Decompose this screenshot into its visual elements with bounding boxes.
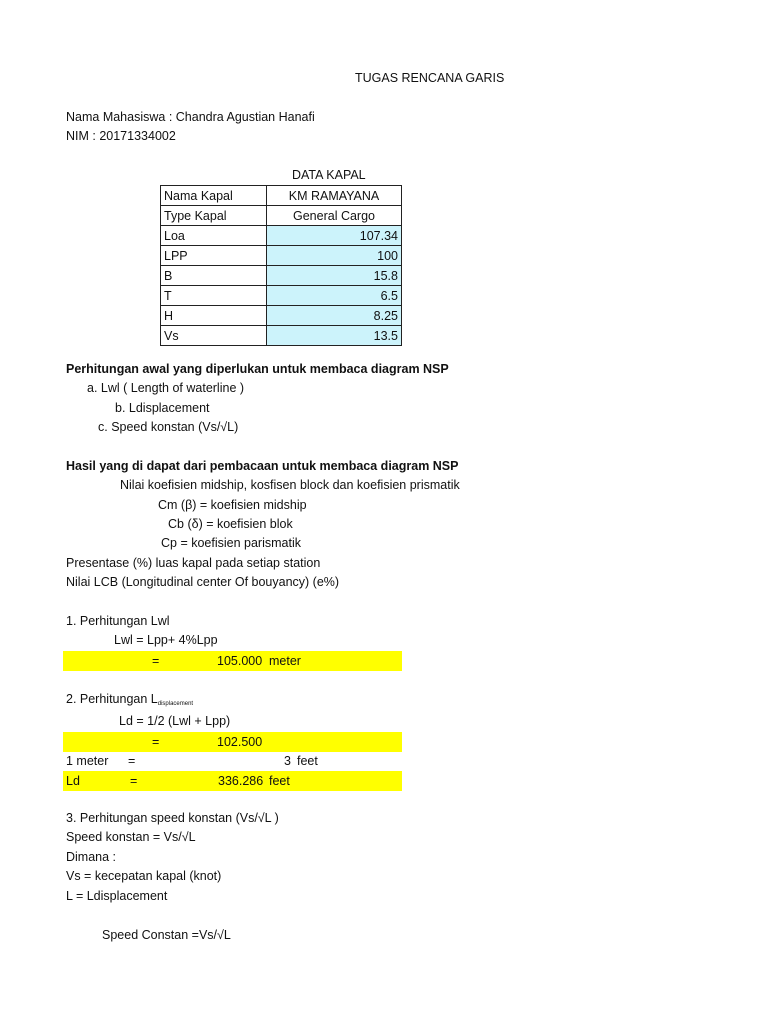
- row-value: 15.8: [267, 266, 402, 286]
- row-value: General Cargo: [267, 206, 402, 226]
- table-row: [161, 246, 402, 266]
- table-row: [161, 326, 402, 346]
- row-label: Type Kapal: [161, 206, 267, 226]
- row-value: 6.5: [267, 286, 402, 306]
- ld-eq: =: [130, 774, 138, 788]
- row-label: Vs: [161, 326, 267, 346]
- student-nim: NIM : 20171334002: [66, 129, 176, 143]
- row-label: LPP: [161, 246, 267, 266]
- speed-line5: Speed Constan =Vs/√L: [102, 928, 231, 942]
- ldisp-result-highlight: [63, 732, 402, 752]
- table-row: [161, 306, 402, 326]
- hasil-cb: Cb (δ) = koefisien blok: [168, 517, 293, 531]
- row-label: H: [161, 306, 267, 326]
- hasil-cm: Cm (β) = koefisien midship: [158, 498, 307, 512]
- ldisp-value: 102.500: [217, 735, 263, 749]
- hasil-presentase: Presentase (%) luas kapal pada setiap station: [66, 556, 321, 570]
- data-kapal-heading: DATA KAPAL: [292, 168, 366, 182]
- page-title: TUGAS RENCANA GARIS: [355, 71, 505, 85]
- row-label: Loa: [161, 226, 267, 246]
- hasil-intro: Nilai koefisien midship, kosfisen block dan koefisien prismatik: [120, 478, 460, 492]
- student-name: Nama Mahasiswa : Chandra Agustian Hanafi: [66, 110, 315, 124]
- ship-data-table: [160, 185, 402, 346]
- lwl-heading: 1. Perhitungan Lwl: [66, 614, 170, 628]
- ldisp-heading-sub: displacement: [157, 701, 194, 707]
- row-label: Nama Kapal: [161, 186, 267, 206]
- table-row: [161, 186, 402, 206]
- meter-label: 1 meter: [66, 754, 109, 768]
- row-value: 8.25: [267, 306, 402, 326]
- table-row: [161, 286, 402, 306]
- lwl-result-highlight: [63, 651, 402, 671]
- row-value: 13.5: [267, 326, 402, 346]
- awal-item-c: c. Speed konstan (Vs/√L): [98, 420, 239, 434]
- table-row: [161, 266, 402, 286]
- hasil-heading: Hasil yang di dapat dari pembacaan untuk membaca diagram NSP: [66, 459, 459, 473]
- meter-eq: =: [128, 754, 136, 768]
- row-label: B: [161, 266, 267, 286]
- feet-value: 3: [284, 754, 291, 768]
- feet-unit: feet: [297, 754, 318, 768]
- lwl-value: 105.000: [217, 654, 263, 668]
- speed-line4: L = Ldisplacement: [66, 889, 168, 903]
- hasil-cp: Cp = koefisien parismatik: [161, 536, 301, 550]
- ld-feet-highlight: [63, 771, 402, 791]
- table-row: [161, 206, 402, 226]
- speed-line1: Speed konstan = Vs/√L: [66, 830, 196, 844]
- speed-line3: Vs = kecepatan kapal (knot): [66, 869, 222, 883]
- hasil-lcb: Nilai LCB (Longitudinal center Of bouyancy) (e%): [66, 575, 340, 589]
- ld-value: 336.286: [218, 774, 264, 788]
- awal-heading: Perhitungan awal yang diperlukan untuk membaca diagram NSP: [66, 362, 449, 376]
- ldisp-eq: =: [152, 735, 160, 749]
- ldisp-formula: Ld = 1/2 (Lwl + Lpp): [119, 714, 231, 728]
- row-value: 107.34: [267, 226, 402, 246]
- lwl-unit: meter: [269, 654, 301, 668]
- awal-item-b: b. Ldisplacement: [115, 401, 210, 415]
- ld-label: Ld: [66, 774, 80, 788]
- ld-unit: feet: [269, 774, 290, 788]
- ldisp-heading: [66, 691, 193, 712]
- ldisp-heading-main: 2. Perhitungan L: [66, 692, 158, 706]
- table-row: [161, 226, 402, 246]
- awal-item-a: a. Lwl ( Length of waterline ): [87, 381, 245, 395]
- speed-heading: 3. Perhitungan speed konstan (Vs/√L ): [66, 811, 279, 825]
- row-value: KM RAMAYANA: [267, 186, 402, 206]
- row-label: T: [161, 286, 267, 306]
- row-value: 100: [267, 246, 402, 266]
- speed-line2: Dimana :: [66, 850, 117, 864]
- lwl-eq: =: [152, 654, 160, 668]
- lwl-formula: Lwl = Lpp+ 4%Lpp: [114, 633, 218, 647]
